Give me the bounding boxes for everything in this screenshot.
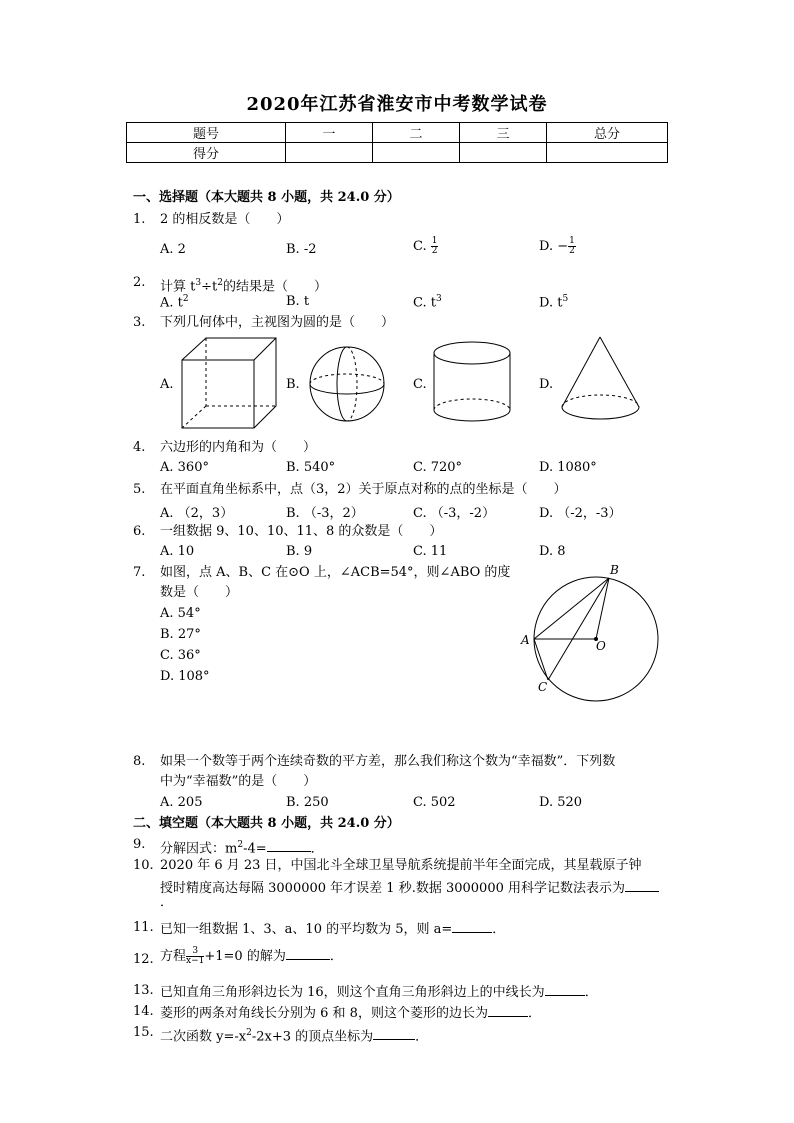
option-c-label: C.: [413, 239, 431, 254]
answer-blank[interactable]: [625, 879, 659, 892]
option-a: A. 54°: [160, 606, 201, 621]
section-heading: 二、填空题（本大题共 8 小题，共 24.0 分）: [133, 816, 400, 831]
question-stem: 数是（ ）: [160, 585, 239, 600]
question-number: 1.: [133, 212, 146, 227]
question-stem: 分解因式：$m^2-4=$ ．: [160, 840, 324, 857]
option-d: D. 1080°: [539, 460, 597, 475]
option-d: D. （-2，-3）: [539, 506, 622, 521]
option-c: C.: [413, 377, 427, 392]
question-stem: 六边形的内角和为（ ）: [160, 440, 317, 455]
question-stem: 下列几何体中，主视图为圆的是（ ）: [160, 315, 395, 330]
option-c: C. 11: [413, 544, 448, 559]
question-number: 5.: [133, 482, 146, 497]
option-c: C. （-3，-2）: [413, 506, 496, 521]
option-b: B. （-3，2）: [286, 506, 364, 521]
question-number: 13.: [133, 983, 154, 998]
option-a: A.: [160, 377, 174, 392]
answer-blank[interactable]: [373, 1027, 415, 1040]
option-d: [539, 237, 576, 256]
option-b: B. 250: [286, 795, 329, 810]
point-label-b: B: [610, 563, 619, 577]
score-header-cell: 一: [286, 123, 373, 143]
option-c: C. $t^3$: [413, 294, 442, 311]
answer-blank[interactable]: [488, 1004, 528, 1017]
answer-blank[interactable]: [286, 947, 330, 960]
option-a: A. $t^2$: [160, 294, 189, 311]
score-table-row: [127, 143, 668, 163]
question-stem: 菱形的两条对角线长分别为 6 和 8，则这个菱形的边长为 ．: [160, 1006, 541, 1021]
question-stem: 二次函数 $y=-x^2-2x+3$ 的顶点坐标为 ．: [160, 1028, 429, 1045]
question-stem: 方程 $\frac{3}{x-1}$ +1=0 的解为 ．: [160, 946, 343, 966]
option-d: D. 520: [539, 795, 583, 810]
score-cell[interactable]: [547, 143, 668, 163]
question-stem: 如果一个数等于两个连续奇数的平方差，那么我们称这个数为“幸福数”．下列数: [160, 754, 616, 769]
section-heading: 一、选择题（本大题共 8 小题，共 24.0 分）: [133, 190, 400, 205]
option-c: C. 720°: [413, 460, 463, 475]
question-number: 2.: [133, 275, 146, 290]
page-title: 2020年江苏省淮安市中考数学试卷: [246, 94, 548, 115]
question-number: 14.: [133, 1004, 154, 1019]
question-stem: 2 的相反数是（ ）: [160, 212, 290, 227]
fraction: $\frac{1}{2}$: [569, 236, 575, 256]
cube-figure: [180, 336, 280, 432]
score-header-cell: 题号: [127, 123, 286, 143]
question-number: 11.: [133, 920, 154, 935]
score-header-cell: 总分: [547, 123, 668, 143]
question-tail: ．: [160, 895, 174, 910]
option-b: B. t: [286, 294, 310, 309]
option-d: D. $t^5$: [539, 294, 569, 311]
answer-blank[interactable]: [545, 983, 585, 996]
score-table-header-row: [127, 123, 668, 143]
cylinder-figure: [432, 340, 514, 426]
question-stem: 计算 $t^3\div t^2$的结果是（ ）: [160, 278, 327, 295]
point-label-c: C: [538, 680, 548, 694]
answer-blank[interactable]: [267, 839, 311, 852]
option-c: [413, 237, 438, 256]
option-d-label: D. −: [539, 239, 569, 254]
cone-figure: [560, 335, 644, 425]
option-b: B. 540°: [286, 460, 336, 475]
question-stem: 如图，点 A、B、C 在⊙O 上，∠ACB=54°，则∠ABO 的度: [160, 565, 511, 580]
question-stem: 授时精度高达每隔 3000000 年才误差 1 秒.数据 3000000 用科学记数法表示为: [160, 879, 659, 897]
option-b: B. 9: [286, 544, 313, 559]
option-b: B. 27°: [160, 627, 201, 642]
option-a: A. 10: [160, 544, 195, 559]
score-row-label: 得分: [127, 143, 286, 163]
question-number: 9.: [133, 837, 146, 852]
question-stem: 中为“幸福数”的是（ ）: [160, 774, 317, 789]
score-cell[interactable]: [373, 143, 460, 163]
score-table: [126, 122, 668, 163]
question-number: 6.: [133, 524, 146, 539]
circle-figure: [516, 560, 666, 700]
sphere-figure: [308, 345, 388, 425]
question-stem: 在平面直角坐标系中，点（3，2）关于原点对称的点的坐标是（ ）: [160, 482, 567, 497]
question-number: 15.: [133, 1025, 154, 1040]
point-label-a: A: [521, 633, 530, 647]
answer-blank[interactable]: [452, 920, 492, 933]
question-number: 3.: [133, 315, 146, 330]
question-number: 8.: [133, 754, 146, 769]
fraction: $\frac{3}{x-1}$: [186, 946, 205, 966]
question-stem: 已知直角三角形斜边长为 16，则这个直角三角形斜边上的中线长为 ．: [160, 985, 598, 1000]
option-c: C. 36°: [160, 648, 201, 663]
option-a: A. 360°: [160, 460, 209, 475]
question-number: 7.: [133, 565, 146, 580]
option-b: B. -2: [286, 242, 317, 257]
question-stem: 已知一组数据 1、3、a、10 的平均数为 5，则 a= ．: [160, 922, 506, 937]
option-a: A. 2: [160, 242, 186, 257]
option-c: C. 502: [413, 795, 456, 810]
question-number: 12.: [133, 952, 154, 967]
option-b: B.: [286, 377, 300, 392]
question-stem: 一组数据 9、10、10、11、8 的众数是（ ）: [160, 524, 443, 539]
score-header-cell: 三: [460, 123, 547, 143]
option-d: D. 108°: [160, 669, 210, 684]
question-stem: 2020 年 6 月 23 日，中国北斗全球卫星导航系统提前半年全面完成，其星载原子钟: [160, 858, 642, 873]
option-d: D.: [539, 377, 554, 392]
option-a: A. （2，3）: [160, 506, 234, 521]
question-number: 4.: [133, 440, 146, 455]
fraction: $\frac{1}{2}$: [431, 236, 438, 256]
question-number: 10.: [133, 858, 154, 873]
score-cell[interactable]: [286, 143, 373, 163]
score-cell[interactable]: [460, 143, 547, 163]
option-a: A. 205: [160, 795, 203, 810]
option-d: D. 8: [539, 544, 566, 559]
point-label-o: O: [596, 639, 606, 653]
score-header-cell: 二: [373, 123, 460, 143]
